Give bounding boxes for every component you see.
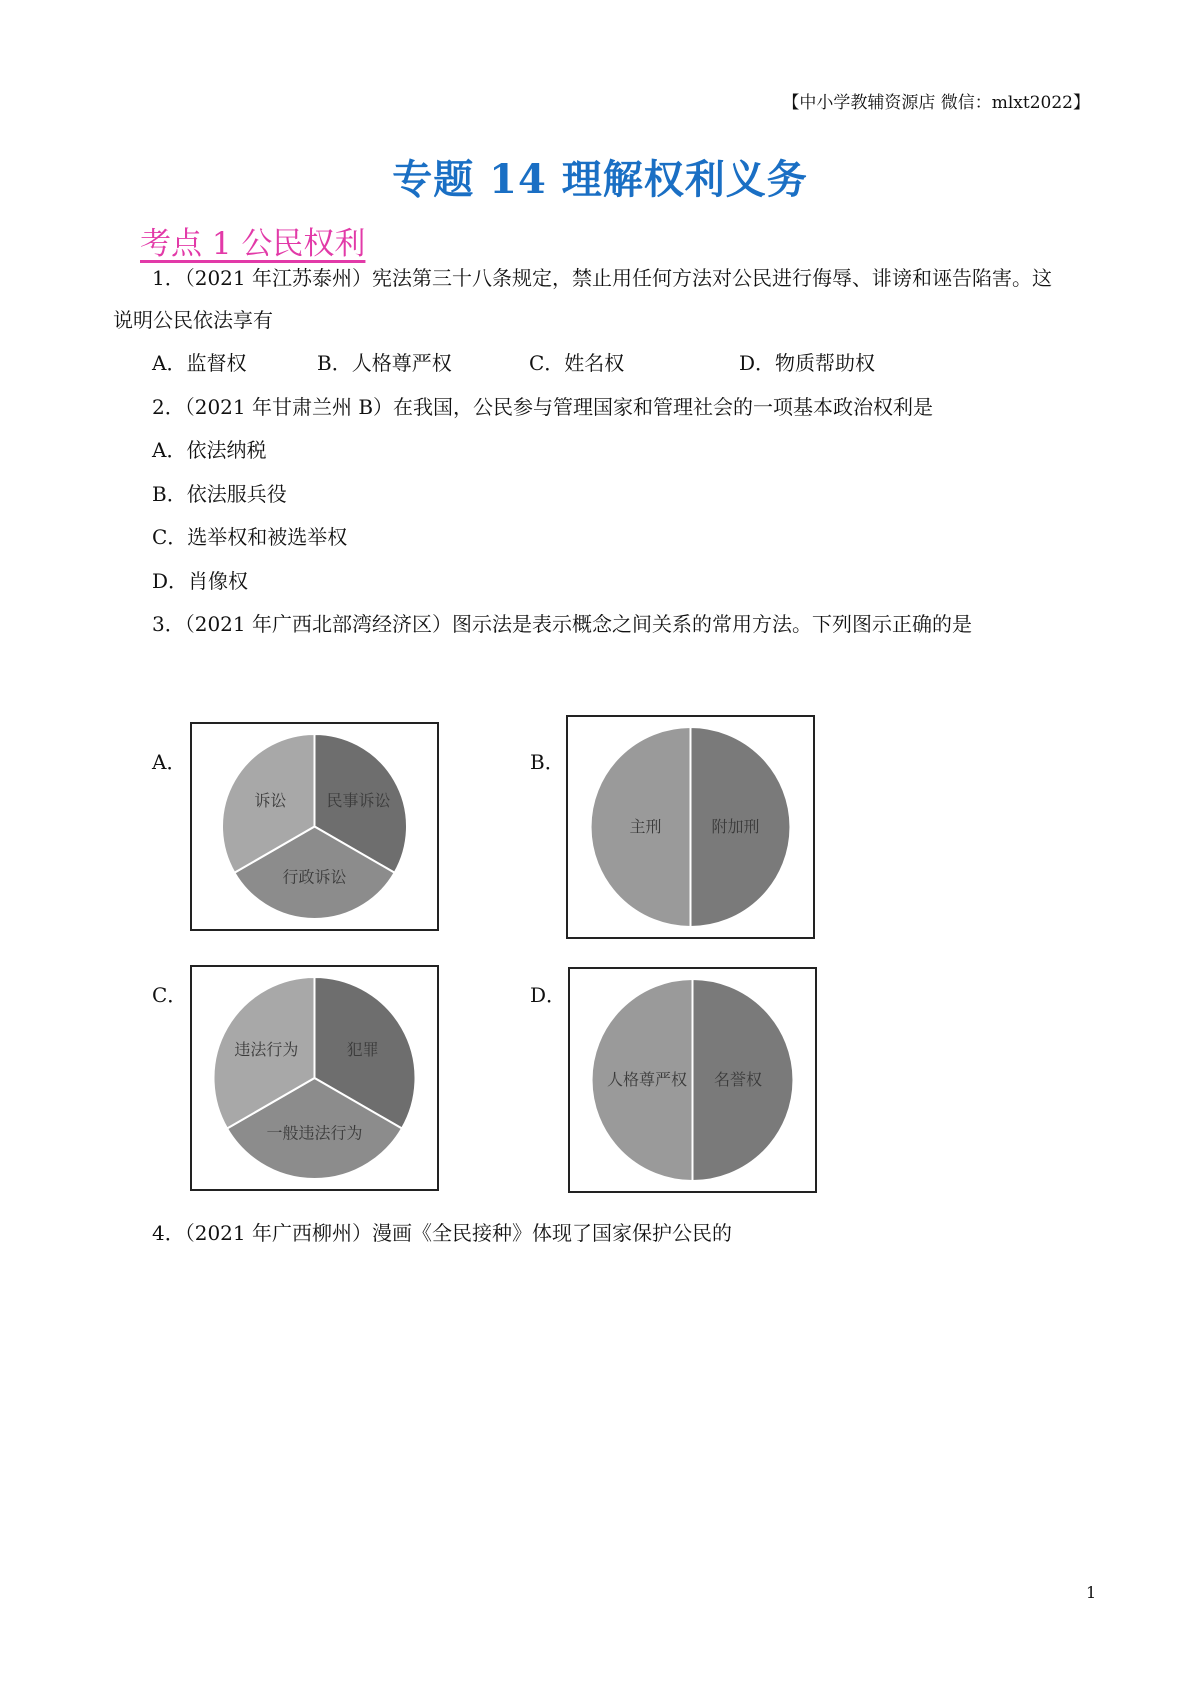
pie-chart-d <box>568 967 817 1193</box>
pie-chart-c <box>190 965 439 1191</box>
question-4-line-1: 4．（2021 年广西柳州）漫画《全民接种》体现了国家保护公民的 <box>152 1221 732 1245</box>
question-1-option-c: C．姓名权 <box>529 351 625 375</box>
pie-chart-c-svg <box>192 967 437 1189</box>
pie-slice-label-a-3: 诉讼 <box>254 791 287 811</box>
pie-slice-label-c-3: 违法行为 <box>234 1040 299 1060</box>
question-1-option-d: D．物质帮助权 <box>739 351 876 375</box>
pie-chart-d-svg <box>570 969 815 1191</box>
question-3-option-d-label: D． <box>530 983 567 1007</box>
page-title: 专题 14 理解权利义务 <box>392 156 808 203</box>
question-1-line-1: 1．（2021 年江苏泰州）宪法第三十八条规定，禁止用任何方法对公民进行侮辱、诽谤和诬告陷害。这 <box>152 266 1052 290</box>
question-1-option-a: A．监督权 <box>152 351 247 375</box>
header-note: 【中小学教辅资源店 微信：mlxt2022】 <box>782 93 1090 113</box>
pie-slice-label-b-2: 主刑 <box>629 817 662 836</box>
pie-chart-b-svg <box>568 717 813 937</box>
page-number: 1 <box>1086 1583 1097 1602</box>
question-3-option-a-label: A． <box>152 750 187 774</box>
question-1-options <box>152 347 875 376</box>
section-title: 考点 1 公民权利 <box>140 226 366 262</box>
pie-chart-b <box>566 715 815 939</box>
question-2-line-1: 2．（2021 年甘肃兰州 B）在我国，公民参与管理国家和管理社会的一项基本政治权利是 <box>152 395 934 419</box>
question-3-option-c-label: C． <box>152 983 188 1007</box>
pie-chart-a <box>190 722 439 931</box>
question-3-line-1: 3．（2021 年广西北部湾经济区）图示法是表示概念之间关系的常用方法。下列图示正确的是 <box>152 612 972 636</box>
question-2-option-c: C．选举权和被选举权 <box>152 525 348 549</box>
question-1-line-2: 说明公民依法享有 <box>113 308 273 332</box>
question-2-option-d: D．肖像权 <box>152 569 249 593</box>
pie-slice-label-b-1: 附加刑 <box>711 817 760 836</box>
pie-slice-label-c-2: 一般违法行为 <box>266 1123 363 1143</box>
pie-slice-label-a-2: 行政诉讼 <box>282 867 347 887</box>
pie-slice-label-d-1: 名誉权 <box>713 1070 762 1089</box>
question-3-option-b-label: B． <box>530 750 565 774</box>
question-2-option-a: A．依法纳税 <box>152 438 267 462</box>
question-1-option-b: B．人格尊严权 <box>317 351 452 375</box>
question-2-option-b: B．依法服兵役 <box>152 482 287 506</box>
pie-slice-label-c-1: 犯罪 <box>346 1040 379 1060</box>
pie-slice-label-a-1: 民事诉讼 <box>326 791 391 811</box>
pie-slice-label-d-2: 人格尊严权 <box>607 1070 688 1089</box>
pie-chart-a-svg <box>192 724 437 929</box>
